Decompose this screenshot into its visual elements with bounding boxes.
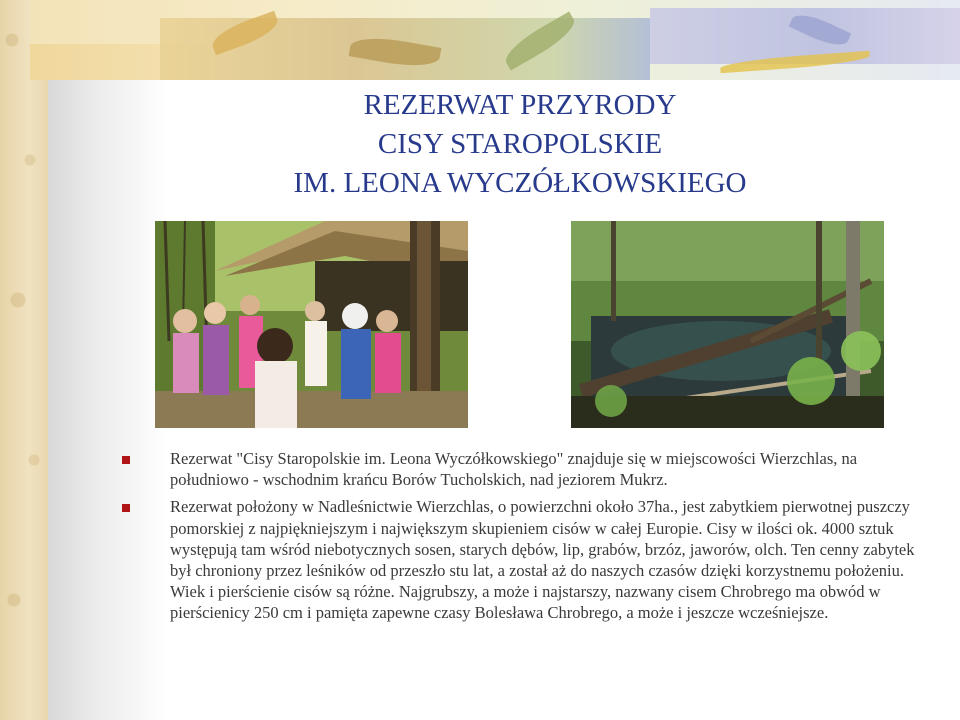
- decorative-top-banner: [30, 0, 960, 80]
- photo-children-at-shelter: [155, 221, 468, 428]
- bullet-text: Rezerwat położony w Nadleśnictwie Wierzchlas, o powierzchni około 37ha., jest zabytkiem pierwotnej puszczy pomorskiej z najpiękniejszym i największym skupieniem cisów w całej Europie. Cisy w ilości ok. 4000 sztuk występują tam wśród niebotycznych sosen, starych dębów, lip, grabów, brzóz, jaworów, olch. Ten cenny zabytek był chroniony przez leśników od przeszło stu lat, a został aż do naszych czasów dzięki korzystnemu położeniu. Wiek i pierścienie cisów są różne. Najgrubszy, a może i najstarszy, nazwany cisem Chrobrego ma obwód w pierścienicy 250 cm i pamięta zapewne czasy Bolesława Chrobrego, a może i jeszcze wcześniejsze.: [170, 497, 915, 623]
- bullet-list: [120, 448, 920, 630]
- bullet-icon: [122, 456, 130, 464]
- list-item: [120, 496, 920, 623]
- title-line-1: REZERWAT PRZYRODY: [363, 89, 677, 121]
- list-item: [120, 448, 920, 490]
- title-line-2: CISY STAROPOLSKIE: [377, 128, 663, 160]
- bullet-icon: [122, 504, 130, 512]
- title-line-3: IM. LEONA WYCZÓŁKOWSKIEGO: [293, 167, 747, 199]
- photo-forest-swamp: [571, 221, 884, 428]
- slide-title: [170, 86, 870, 203]
- decorative-left-strip: [0, 0, 48, 720]
- bullet-text: Rezerwat "Cisy Staropolskie im. Leona Wyczółkowskiego" znajduje się w miejscowości Wierzchlas, na południowo - wschodnim krańcu Borów Tucholskich, nad jeziorem Mukrz.: [170, 449, 858, 490]
